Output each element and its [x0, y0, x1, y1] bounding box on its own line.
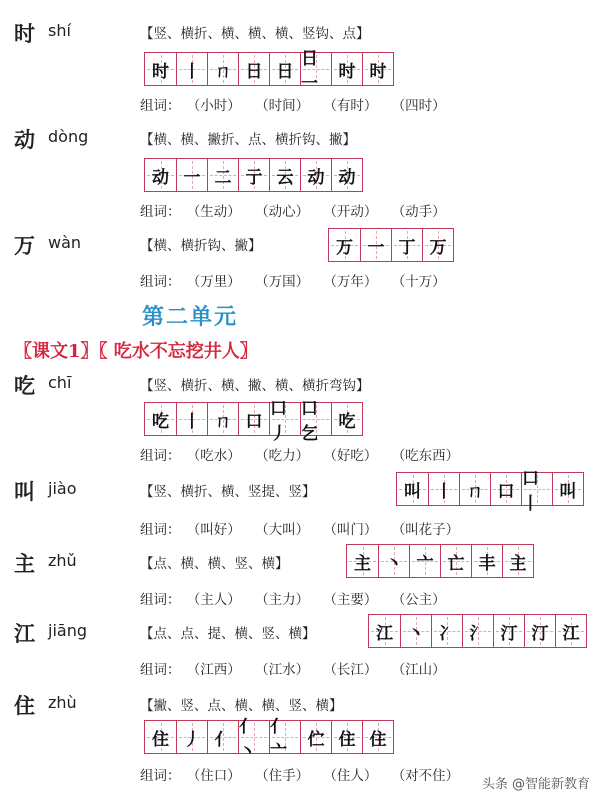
words-label: 组词： — [140, 274, 181, 290]
words-label: 组词： — [140, 204, 181, 220]
grid-cell: 丶 — [378, 545, 409, 577]
stroke-grid — [144, 49, 394, 94]
words-label: 组词： — [140, 448, 181, 464]
entry-pinyin: chī — [48, 373, 72, 392]
grid-cell: 时 — [362, 53, 393, 85]
stroke-order-text: 【横、横、撇折、点、横折钩、撇】 — [140, 132, 356, 148]
word-item: （吃力） — [255, 448, 310, 464]
watermark: 头条 @智能新教育 — [481, 777, 590, 792]
unit-title: 第二单元 — [142, 304, 239, 330]
word-item: （动心） — [255, 204, 310, 220]
grid-cell: 伫 — [300, 721, 331, 753]
grid-cell: 亍 — [238, 159, 269, 191]
grid-cell: 云 — [269, 159, 300, 191]
stroke-grid — [368, 614, 587, 648]
grid-cell: 丨 — [176, 403, 207, 435]
word-item: （万国） — [255, 274, 310, 290]
word-list — [140, 444, 467, 464]
word-item: （万年） — [323, 274, 378, 290]
grid-cell: 主 — [502, 545, 533, 577]
word-item: （公主） — [391, 592, 446, 608]
grid-cell: 日一 — [300, 53, 331, 85]
word-item: （小时） — [186, 98, 241, 114]
entry-pinyin: zhù — [48, 693, 77, 712]
grid-cell: 一 — [176, 159, 207, 191]
grid-cell: 口丨 — [521, 473, 552, 505]
entry-character: 主 — [14, 551, 35, 576]
stroke-order-text: 【竖、横折、横、横、横、竖钩、点】 — [140, 26, 370, 42]
word-item: （住手） — [255, 768, 310, 784]
word-list — [140, 94, 454, 114]
stroke-order-text: 【点、点、提、横、竖、横】 — [140, 626, 316, 642]
grid-cell: 口 — [490, 473, 521, 505]
word-item: （江水） — [255, 662, 310, 678]
grid-cell: 江 — [555, 615, 586, 647]
grid-cell: 住 — [145, 721, 176, 753]
word-item: （好吃） — [323, 448, 378, 464]
word-list — [140, 200, 454, 220]
grid-cell: 二 — [207, 159, 238, 191]
word-item: （对不住） — [391, 768, 460, 784]
entry-pinyin: jiāng — [48, 621, 87, 640]
entry-pinyin: dòng — [48, 127, 89, 146]
word-item: （十万） — [391, 274, 446, 290]
stroke-order-text: 【撇、竖、点、横、横、竖、横】 — [140, 698, 343, 714]
word-list — [140, 518, 467, 538]
words-label: 组词： — [140, 768, 181, 784]
grid-cell: 时 — [145, 53, 176, 85]
entry-pinyin: zhǔ — [48, 551, 77, 570]
grid-cell: 万 — [329, 229, 360, 261]
words-label: 组词： — [140, 662, 181, 678]
stroke-order-text: 【竖、横折、横、撇、横、横折弯钩】 — [140, 378, 370, 394]
entry-character: 江 — [14, 621, 35, 646]
word-item: （开动） — [323, 204, 378, 220]
words-label: 组词： — [140, 522, 181, 538]
grid-cell: 丿 — [176, 721, 207, 753]
word-item: （动手） — [391, 204, 446, 220]
grid-cell: 住 — [331, 721, 362, 753]
grid-cell: 氵 — [462, 615, 493, 647]
grid-cell: 主 — [347, 545, 378, 577]
grid-cell: 吃 — [331, 403, 362, 435]
stroke-grid — [144, 158, 363, 192]
word-item: （吃水） — [186, 448, 241, 464]
grid-cell: ㄇ — [459, 473, 490, 505]
word-item: （江西） — [186, 662, 241, 678]
grid-cell: 汀 — [524, 615, 555, 647]
word-item: （长江） — [323, 662, 378, 678]
word-item: （大叫） — [255, 522, 310, 538]
entry-character: 叫 — [14, 479, 35, 504]
grid-cell: 汀 — [493, 615, 524, 647]
grid-cell: 吃 — [145, 403, 176, 435]
grid-cell: 亠 — [409, 545, 440, 577]
lesson-title: 〖课文1〗〖 吃水不忘挖井人〗 — [14, 341, 258, 362]
grid-cell: 动 — [145, 159, 176, 191]
stroke-order-text: 【竖、横折、横、竖提、竖】 — [140, 484, 316, 500]
word-list — [140, 764, 467, 784]
word-item: （万里） — [186, 274, 241, 290]
grid-cell: 万 — [422, 229, 453, 261]
words-label: 组词： — [140, 98, 181, 114]
entry-pinyin: jiào — [48, 479, 77, 498]
grid-cell: 丨 — [428, 473, 459, 505]
grid-cell: 亻 — [207, 721, 238, 753]
entry-character: 吃 — [14, 373, 35, 398]
word-list — [140, 658, 454, 678]
grid-cell: 丶 — [400, 615, 431, 647]
grid-cell: 一 — [360, 229, 391, 261]
word-item: （四时） — [391, 98, 446, 114]
stroke-grid — [346, 544, 534, 578]
word-item: （主人） — [186, 592, 241, 608]
grid-cell: 丁 — [391, 229, 422, 261]
word-list — [140, 270, 454, 290]
entry-character: 动 — [14, 127, 35, 152]
stroke-grid — [144, 717, 394, 762]
grid-cell: 叫 — [552, 473, 583, 505]
entry-character: 住 — [14, 693, 35, 718]
grid-cell: 口乞 — [300, 403, 331, 435]
entry-pinyin: wàn — [48, 233, 82, 252]
grid-cell: ㄇ — [207, 53, 238, 85]
grid-cell: 时 — [331, 53, 362, 85]
grid-cell: 亻亠 — [269, 721, 300, 753]
words-label: 组词： — [140, 592, 181, 608]
word-item: （时间） — [255, 98, 310, 114]
grid-cell: 江 — [369, 615, 400, 647]
grid-cell: 口 — [238, 403, 269, 435]
stroke-grid — [328, 228, 454, 262]
grid-cell: 日 — [269, 53, 300, 85]
grid-cell: 日 — [238, 53, 269, 85]
entry-character: 万 — [14, 233, 35, 258]
stroke-order-text: 【点、横、横、竖、横】 — [140, 556, 289, 572]
grid-cell: 冫 — [431, 615, 462, 647]
stroke-grid — [396, 469, 584, 514]
word-item: （江山） — [391, 662, 446, 678]
word-item: （主要） — [323, 592, 378, 608]
stroke-order-text: 【横、横折钩、撇】 — [140, 238, 262, 254]
grid-cell: 口丿 — [269, 403, 300, 435]
word-item: （生动） — [186, 204, 241, 220]
entry-pinyin: shí — [48, 21, 71, 40]
word-item: （住口） — [186, 768, 241, 784]
word-item: （叫好） — [186, 522, 241, 538]
word-item: （主力） — [255, 592, 310, 608]
grid-cell: 亻丶 — [238, 721, 269, 753]
stroke-grid — [144, 399, 363, 444]
grid-cell: 叫 — [397, 473, 428, 505]
grid-cell: 住 — [362, 721, 393, 753]
word-item: （叫花子） — [391, 522, 460, 538]
word-list — [140, 588, 454, 608]
grid-cell: 动 — [331, 159, 362, 191]
grid-cell: 亡 — [440, 545, 471, 577]
grid-cell: 丰 — [471, 545, 502, 577]
word-item: （吃东西） — [391, 448, 460, 464]
word-item: （叫门） — [323, 522, 378, 538]
word-item: （有时） — [323, 98, 378, 114]
entry-character: 时 — [14, 21, 35, 46]
word-item: （住人） — [323, 768, 378, 784]
grid-cell: 动 — [300, 159, 331, 191]
grid-cell: ㄇ — [207, 403, 238, 435]
grid-cell: 丨 — [176, 53, 207, 85]
